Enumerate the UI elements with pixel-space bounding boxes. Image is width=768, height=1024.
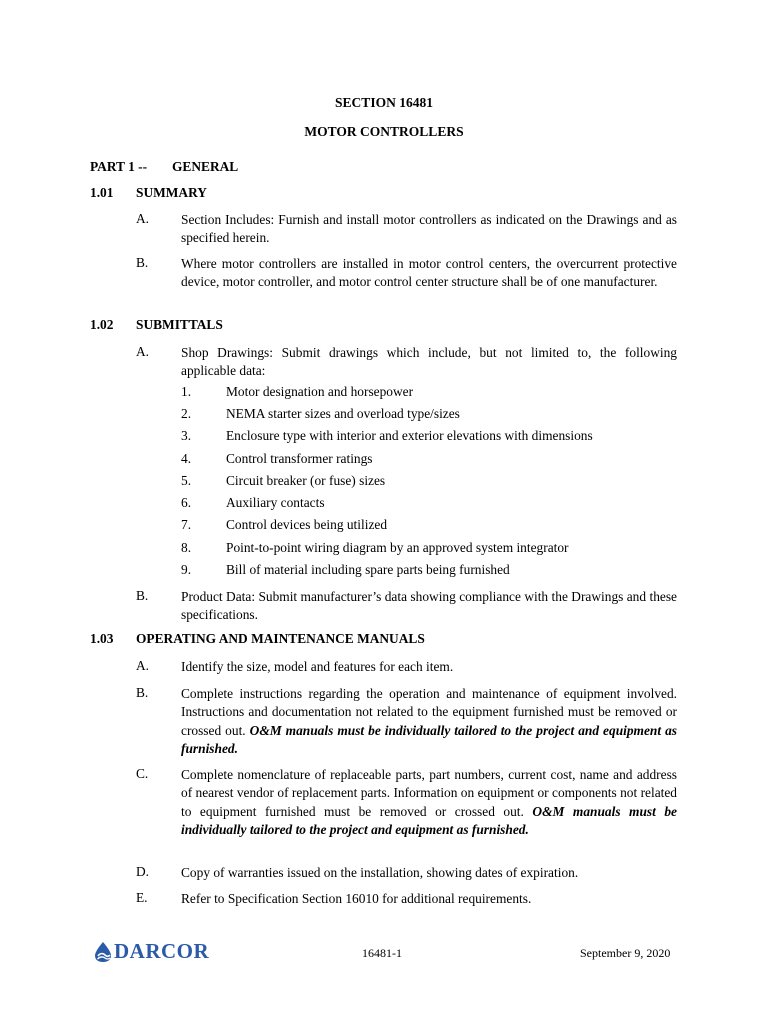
paragraph-text: Copy of warranties issued on the installation, showing dates of expiration. [181, 865, 579, 880]
section-title: MOTOR CONTROLLERS [304, 124, 464, 139]
paragraph-text: Identify the size, model and features for each item. [181, 659, 454, 674]
list-item-number: 3. [181, 428, 192, 443]
paragraph-letter: B. [136, 685, 149, 700]
paragraph-text: Where motor controllers are installed in motor control centers, the overcurrent protective device, motor controller, and motor control center structure shall be of one manufacturer. [181, 256, 677, 290]
paragraph-letter: D. [136, 864, 150, 879]
list-item-number: 7. [181, 517, 192, 532]
paragraph-letter: E. [136, 890, 148, 905]
list-item-number: 2. [181, 406, 192, 421]
list-item-text: Control transformer ratings [226, 451, 373, 466]
list-item-number: 8. [181, 540, 192, 555]
article-number: 1.02 [90, 317, 114, 332]
paragraph-text: Shop Drawings: Submit drawings which include, but not limited to, the following applicable data: [181, 345, 677, 379]
part-label: PART 1 -- [90, 159, 148, 174]
list-item-number: 5. [181, 473, 192, 488]
article-title: OPERATING AND MAINTENANCE MANUALS [136, 631, 425, 646]
list-item-number: 4. [181, 451, 192, 466]
paragraph-text: Section Includes: Furnish and install motor controllers as indicated on the Drawings and as specified herein. [181, 212, 677, 246]
emphasis-note: O&M manuals must be individually tailored to the project and equipment as furnished. [181, 722, 678, 757]
page-number: 16481-1 [362, 946, 402, 960]
list-item-text: Circuit breaker (or fuse) sizes [226, 473, 386, 488]
paragraph-body: Complete instructions regarding the operation and maintenance of equipment involved. Instructions and documentation not related to the equipment furnished must be removed or crossed out. [181, 686, 677, 738]
list-item-number: 9. [181, 562, 192, 577]
paragraph-text: Refer to Specification Section 16010 for additional requirements. [181, 891, 532, 906]
part-title: GENERAL [172, 159, 239, 174]
droplet-icon [93, 941, 113, 963]
paragraph-text: Product Data: Submit manufacturer’s data showing compliance with the Drawings and these specifications. [181, 589, 677, 623]
paragraph-letter: A. [136, 344, 150, 359]
paragraph-text [181, 685, 677, 759]
article-title: SUBMITTALS [136, 317, 223, 332]
paragraph-text [181, 766, 677, 840]
article-number: 1.03 [90, 631, 114, 646]
list-item-text: NEMA starter sizes and overload type/sizes [226, 406, 460, 421]
list-item-text: Auxiliary contacts [226, 495, 325, 510]
document-date: September 9, 2020 [580, 946, 671, 960]
paragraph-letter: B. [136, 588, 149, 603]
article-number: 1.01 [90, 185, 114, 200]
article-title: SUMMARY [136, 185, 207, 200]
paragraph-letter: A. [136, 658, 150, 673]
list-item-text: Control devices being utilized [226, 517, 388, 532]
paragraph-letter: C. [136, 766, 149, 781]
logo-text: DARCOR [114, 939, 210, 963]
paragraph-letter: B. [136, 255, 149, 270]
list-item-text: Motor designation and horsepower [226, 384, 414, 399]
list-item-number: 6. [181, 495, 192, 510]
section-number: SECTION 16481 [335, 95, 433, 110]
list-item-number: 1. [181, 384, 192, 399]
list-item-text: Point-to-point wiring diagram by an approved system integrator [226, 540, 569, 555]
paragraph-body: Complete nomenclature of replaceable parts, part numbers, current cost, name and address of nearest vendor of replacement parts. Information on equipment or components not related to equipment furnished must be removed or crossed out. [181, 767, 677, 819]
list-item-text: Bill of material including spare parts being furnished [226, 562, 510, 577]
emphasis-note: O&M manuals must be individually tailored to the project and equipment as furnished. [181, 803, 677, 838]
list-item-text: Enclosure type with interior and exterior elevations with dimensions [226, 428, 593, 443]
paragraph-letter: A. [136, 211, 150, 226]
company-logo [93, 939, 209, 964]
